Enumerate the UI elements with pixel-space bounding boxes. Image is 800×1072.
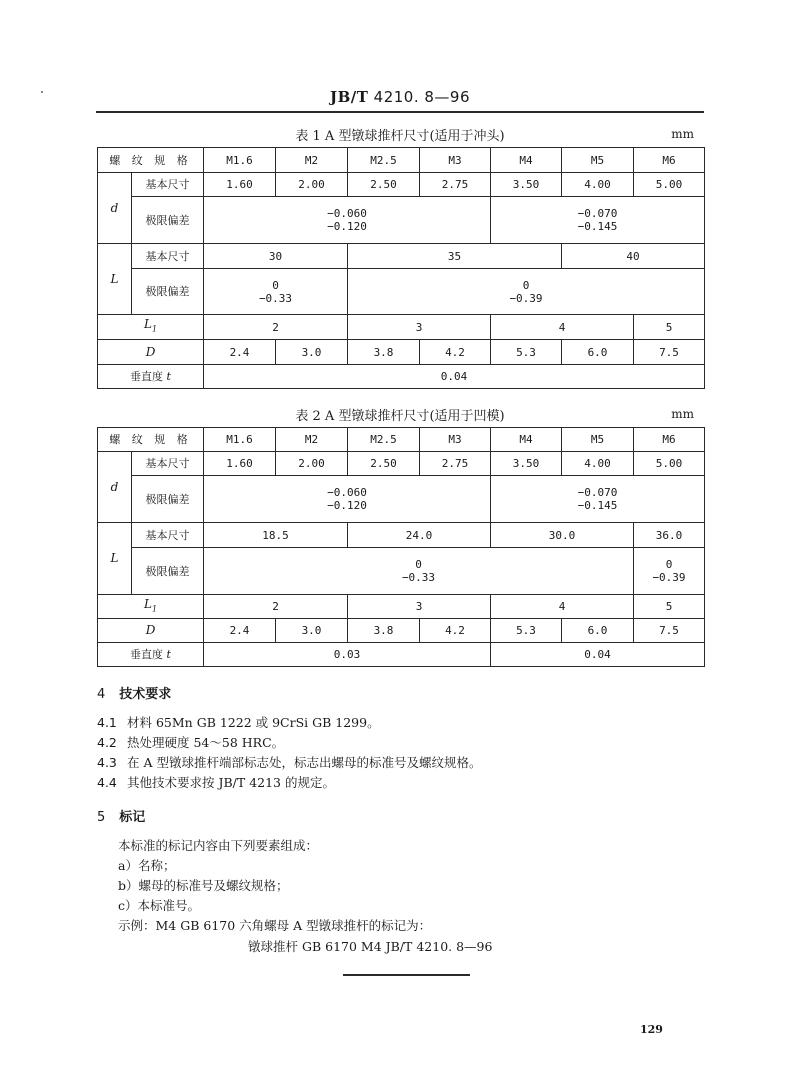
upper-deviation: −0.070: [577, 207, 618, 220]
table-cell: 5: [634, 315, 705, 340]
col-header: M1.6: [204, 428, 276, 452]
basic-size-label: 基本尺寸: [132, 244, 204, 269]
table-cell: 18.5: [204, 523, 348, 548]
table-cell: 3.8: [348, 340, 420, 365]
table2-L1-row: [98, 595, 705, 619]
standard-prefix: JB/T: [329, 88, 369, 106]
marking-element-a: a）名称；: [118, 858, 176, 873]
basic-size-label: 基本尺寸: [132, 523, 204, 548]
lower-deviation: −0.39: [652, 571, 686, 584]
table-cell: 3.0: [276, 619, 348, 643]
marking-element-b: b）螺母的标准号及螺纹规格；: [118, 878, 289, 893]
standard-number: 4210. 8—96: [373, 88, 471, 106]
table-cell: 2.75: [420, 452, 491, 476]
table1-L-tol-row: [98, 269, 705, 315]
table2-header-row: [98, 428, 705, 452]
thread-spec-label: 螺 纹 规 格: [98, 148, 204, 173]
table-cell: 2.50: [348, 173, 420, 197]
table2: [97, 427, 705, 667]
item-text: 在 A 型镦球推杆端部标志处，标志出螺母的标准号及螺纹规格。: [127, 755, 482, 770]
perpendicularity-label: [98, 643, 204, 667]
col-header: M2.5: [348, 428, 420, 452]
lower-deviation: −0.33: [258, 291, 293, 305]
lower-deviation: −0.145: [577, 499, 618, 512]
marking-intro: 本标准的标记内容由下列要素组成：: [118, 838, 319, 853]
header-rule: [96, 111, 704, 113]
requirement-item: [97, 713, 380, 731]
table-cell: 7.5: [634, 619, 705, 643]
tolerance-cell: [204, 269, 348, 315]
col-header: M5: [562, 428, 634, 452]
table-cell: 5.3: [491, 619, 562, 643]
table-cell: 3.0: [276, 340, 348, 365]
item-number: 4.4: [97, 775, 117, 790]
table2-unit: mm: [671, 407, 694, 421]
col-header: M3: [420, 148, 491, 173]
table2-D-row: [98, 619, 705, 643]
lower-deviation: −0.120: [327, 499, 367, 512]
table-cell: 6.0: [562, 340, 634, 365]
col-header: M2.5: [348, 148, 420, 173]
tolerance-label: 极限偏差: [132, 197, 204, 244]
table-cell: 30.0: [491, 523, 634, 548]
table1-header-row: [98, 148, 705, 173]
upper-deviation: −0.060: [327, 486, 367, 499]
symbol-d: d: [98, 452, 132, 523]
requirement-item: [97, 773, 335, 791]
table-cell: 24.0: [348, 523, 491, 548]
symbol-L: L: [98, 244, 132, 315]
upper-deviation: 0: [522, 278, 530, 292]
item-text: 材料 65Mn GB 1222 或 9CrSi GB 1299。: [127, 715, 380, 730]
table-cell: 4.2: [420, 619, 491, 643]
section4-number: 4: [97, 687, 106, 702]
end-rule: [343, 974, 470, 976]
table-cell: 3: [348, 315, 491, 340]
table-cell: 4.00: [562, 173, 634, 197]
table2-L-basic-row: [98, 523, 705, 548]
col-header: M2: [276, 428, 348, 452]
table2-L-tol-row: [98, 548, 705, 595]
table-cell: 6.0: [562, 619, 634, 643]
table2-d-tol-row: [98, 476, 705, 523]
section4-title: 技术要求: [119, 687, 172, 702]
table-cell: 2: [204, 595, 348, 619]
table-cell: 4: [491, 315, 634, 340]
col-header: M1.6: [204, 148, 276, 173]
upper-deviation: −0.070: [577, 486, 618, 499]
table2-d-basic-row: [98, 452, 705, 476]
upper-deviation: −0.060: [327, 207, 367, 220]
basic-size-label: 基本尺寸: [132, 173, 204, 197]
table-cell: 5: [634, 595, 705, 619]
upper-deviation: 0: [415, 558, 422, 571]
table-cell: 0.03: [204, 643, 491, 667]
table1-L1-row: [98, 315, 705, 340]
table-cell: 40: [562, 244, 705, 269]
table-cell: 1.60: [204, 452, 276, 476]
tolerance-cell: [348, 269, 705, 315]
table-cell: 5.00: [634, 173, 705, 197]
table-cell: 3: [348, 595, 491, 619]
tolerance-cell: [634, 548, 705, 595]
tolerance-label: 极限偏差: [132, 476, 204, 523]
table-cell: 2.50: [348, 452, 420, 476]
col-header: M5: [562, 148, 634, 173]
table1-unit: mm: [671, 127, 694, 141]
table-cell: 3.50: [491, 173, 562, 197]
table2-t-row: [98, 643, 705, 667]
col-header: M4: [491, 148, 562, 173]
table-cell: 36.0: [634, 523, 705, 548]
symbol-L1-sub: 1: [151, 604, 158, 614]
lower-deviation: −0.39: [509, 291, 543, 305]
section5-title: 标记: [119, 810, 146, 825]
table1-D-row: [98, 340, 705, 365]
item-number: 4.1: [97, 715, 117, 730]
table-cell: 0.04: [491, 643, 705, 667]
symbol-L1-base: L: [143, 596, 152, 611]
lower-deviation: −0.33: [401, 571, 436, 584]
table-cell: 2.4: [204, 619, 276, 643]
symbol-L1-base: L: [143, 317, 152, 332]
table-cell: 2.00: [276, 452, 348, 476]
item-text: 其他技术要求按 JB/T 4213 的规定。: [127, 775, 335, 790]
table-cell: 35: [348, 244, 562, 269]
table1: [97, 147, 705, 389]
section5-heading: [97, 806, 145, 825]
table-cell: 5.00: [634, 452, 705, 476]
table1-d-tol-row: [98, 197, 705, 244]
requirement-item: [97, 733, 284, 751]
tolerance-cell: [204, 548, 634, 595]
marking-example-designation: 镦球推杆 GB 6170 M4 JB/T 4210. 8—96: [248, 939, 493, 954]
symbol-D: D: [98, 619, 204, 643]
table-cell: 2.00: [276, 173, 348, 197]
perpendicularity-text: 垂直度: [130, 370, 164, 383]
col-header: M2: [276, 148, 348, 173]
table1-L-basic-row: [98, 244, 705, 269]
tolerance-cell: [491, 197, 705, 244]
symbol-t: t: [166, 370, 171, 383]
tolerance-cell: [491, 476, 705, 523]
symbol-L1-sub: 1: [151, 324, 158, 334]
page-number: 129: [640, 1023, 663, 1036]
table-cell: 2.75: [420, 173, 491, 197]
lower-deviation: −0.145: [577, 220, 618, 233]
item-number: 4.3: [97, 755, 117, 770]
table-cell: 0.04: [204, 365, 705, 389]
table-cell: 3.50: [491, 452, 562, 476]
document-code-header: [0, 88, 800, 106]
table-cell: 7.5: [634, 340, 705, 365]
thread-spec-label: 螺 纹 规 格: [98, 428, 204, 452]
symbol-d: d: [98, 173, 132, 244]
tolerance-cell: [204, 197, 491, 244]
table-cell: 4.00: [562, 452, 634, 476]
table-cell: 4.2: [420, 340, 491, 365]
col-header: M6: [634, 428, 705, 452]
section4-heading: [97, 683, 171, 702]
table-cell: 3.8: [348, 619, 420, 643]
section5-number: 5: [97, 810, 106, 825]
table-cell: 2: [204, 315, 348, 340]
item-text: 热处理硬度 54～58 HRC。: [127, 735, 285, 750]
marking-element-c: c）本标准号。: [118, 898, 201, 913]
table-cell: 1.60: [204, 173, 276, 197]
marking-example: 示例：M4 GB 6170 六角螺母 A 型镦球推杆的标记为：: [118, 918, 432, 933]
basic-size-label: 基本尺寸: [132, 452, 204, 476]
tolerance-label: 极限偏差: [132, 548, 204, 595]
lower-deviation: −0.120: [327, 220, 367, 233]
upper-deviation: 0: [272, 278, 279, 292]
requirement-item: [97, 753, 481, 771]
symbol-t: t: [166, 648, 171, 661]
symbol-L: L: [98, 523, 132, 595]
table1-d-basic-row: [98, 173, 705, 197]
col-header: M6: [634, 148, 705, 173]
col-header: M4: [491, 428, 562, 452]
perpendicularity-text: 垂直度: [130, 648, 164, 661]
table1-caption: 表 1 A 型镦球推杆尺寸(适用于冲头): [295, 129, 505, 144]
table-cell: 2.4: [204, 340, 276, 365]
table1-t-row: [98, 365, 705, 389]
table2-caption: 表 2 A 型镦球推杆尺寸(适用于凹模): [295, 409, 505, 424]
table-cell: 5.3: [491, 340, 562, 365]
table-cell: 4: [491, 595, 634, 619]
tolerance-cell: [204, 476, 491, 523]
scan-speck: [41, 91, 43, 93]
symbol-L1: [98, 315, 204, 340]
symbol-L1: [98, 595, 204, 619]
symbol-D: D: [98, 340, 204, 365]
perpendicularity-label: [98, 365, 204, 389]
upper-deviation: 0: [665, 558, 673, 571]
item-number: 4.2: [97, 735, 117, 750]
col-header: M3: [420, 428, 491, 452]
table-cell: 30: [204, 244, 348, 269]
tolerance-label: 极限偏差: [132, 269, 204, 315]
